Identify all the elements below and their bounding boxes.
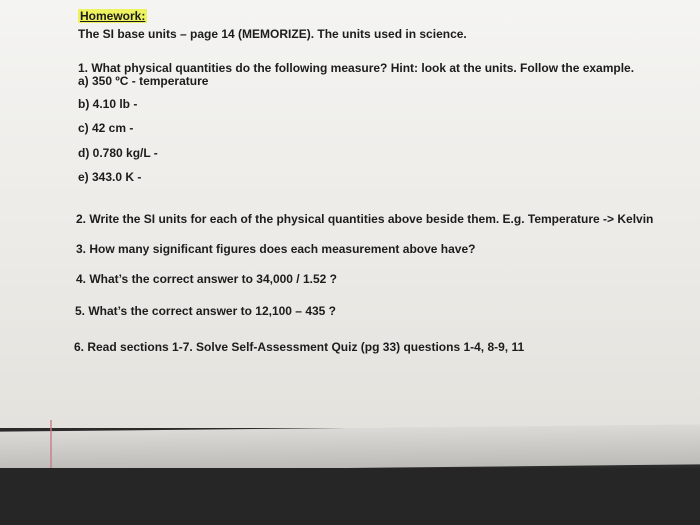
question-1-item-c: c) 42 cm - [78, 121, 134, 135]
dark-background [0, 468, 700, 525]
question-1-item-d: d) 0.780 kg/L - [78, 146, 158, 160]
question-4: 4. What’s the correct answer to 34,000 / 1.52 ? [76, 272, 337, 286]
question-1-item-e: e) 343.0 K - [78, 170, 142, 184]
homework-title: Homework: [80, 9, 146, 23]
question-1: 1. What physical quantities do the following measure? Hint: look at the units. Follow the example. [78, 61, 635, 75]
question-1-item-b: b) 4.10 lb - [78, 97, 138, 111]
question-5: 5. What’s the correct answer to 12,100 – 435 ? [75, 304, 336, 318]
question-6: 6. Read sections 1-7. Solve Self-Assessment Quiz (pg 33) questions 1-4, 8-9, 11 [74, 340, 525, 354]
paper-lower-edge [0, 424, 700, 471]
homework-subtitle: The SI base units – page 14 (MEMORIZE). The units used in science. [78, 27, 467, 41]
question-2: 2. Write the SI units for each of the physical quantities above beside them. E.g. Temperature -> Kelvin [76, 212, 654, 226]
question-3: 3. How many significant figures does each measurement above have? [76, 242, 476, 256]
question-1-item-a: a) 350 ºC - temperature [78, 74, 209, 88]
